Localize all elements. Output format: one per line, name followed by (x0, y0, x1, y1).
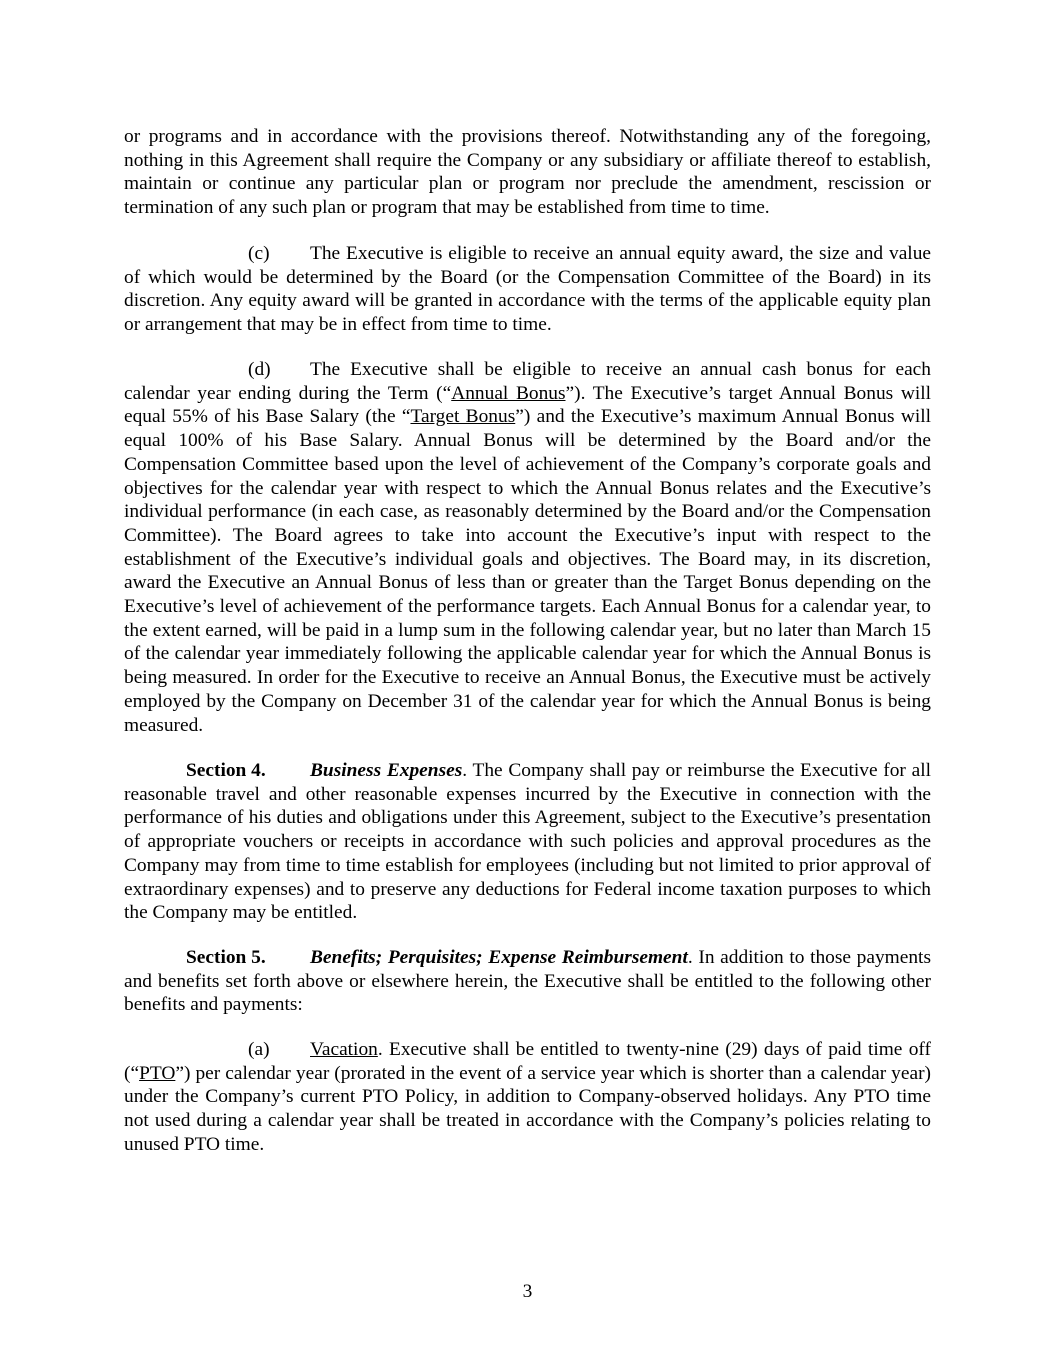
paragraph-text: The Executive shall be eligible to receive an annual cash bonus for each calendar year ending during the Term (“ (124, 359, 931, 404)
section-title: Benefits; Perquisites; Expense Reimbursement (310, 947, 688, 968)
section-label: Section 4. (186, 760, 266, 781)
section-text: In addition to those payments and benefits set forth above or elsewhere herein, the Executive shall be entitled to the following other benefits and payments: (124, 947, 931, 1016)
section-5 (124, 946, 931, 1017)
paragraph-heading-vacation: Vacation (310, 1039, 378, 1060)
paragraph-a (124, 1038, 931, 1157)
paragraph-text: ”). The Executive’s target Annual Bonus will equal 55% of his Base Salary (the “ (124, 382, 931, 428)
section-title: Business Expenses (310, 760, 463, 781)
paragraph-continuation (124, 125, 931, 220)
paragraph-d (124, 358, 931, 737)
section-4 (124, 759, 931, 925)
paragraph-text: ”) per calendar year (prorated in the event of a service year which is shorter than a calendar year) under the Company’s current PTO Policy, in addition to Company-observed holidays. Any PTO time not used during a calendar year shall be treated in accordance with the Company’s policies relating to unused PTO time. (124, 1062, 931, 1155)
section-label: Section 5. (186, 947, 266, 968)
paragraph-text: The Executive is eligible to receive an annual equity award, the size and value of which would be determined by the Board (or the Compensation Committee of the Board) in its discretion. Any equity award will be granted in accordance with the terms of the applicable equity plan or arrangement that may be in effect from time to time. (124, 243, 931, 336)
defined-term-annual-bonus: Annual Bonus (451, 382, 566, 404)
section-title-punct: . (462, 760, 468, 781)
section-title-punct: . (687, 947, 693, 968)
paragraph-text: . Executive shall be entitled to twenty-nine (29) days of paid time off (“ (124, 1039, 931, 1084)
paragraph-label: (a) (248, 1039, 270, 1060)
paragraph-text: or programs and in accordance with the provisions thereof. Notwithstanding any of the foregoing, nothing in this Agreement shall require the Company or any subsidiary or affiliate thereof to establish, maintain or continue any particular plan or program nor preclude the amendment, rescission or termination of any such plan or program that may be established from time to time. (124, 126, 931, 219)
paragraph-c (124, 242, 931, 337)
section-text: The Company shall pay or reimburse the Executive for all reasonable travel and other reasonable expenses incurred by the Executive in connection with the performance of his duties and obligations under this Agreement, subject to the Executive’s presentation of appropriate vouchers or receipts in accordance with such policies and approval procedures as the Company may from time to time establish for employees (including but not limited to prior approval of extraordinary expenses) and to preserve any deductions for Federal income taxation purposes to which the Company may be entitled. (124, 760, 931, 924)
paragraph-text: ”) and the Executive’s maximum Annual Bonus will equal 100% of his Base Salary. Annual Bonus will be determined by the Board and/or the Compensation Committee based upon the level of achievement of the Company’s corporate goals and objectives for the calendar year with respect to which the Annual Bonus relates and the Executive’s individual performance (in each case, as reasonably determined by the Board and/or the Compensation Committee). The Board agrees to take into account the Executive’s input with respect to the establishment of the Executive’s individual goals and objectives. The Board may, in its discretion, award the Executive an Annual Bonus of less than or greater than the Target Bonus depending on the Executive’s level of achievement of the performance targets. Each Annual Bonus for a calendar year, to the extent earned, will be paid in a lump sum in the following calendar year, but no later than March 15 of the calendar year immediately following the applicable calendar year for which the Annual Bonus is being measured. In order for the Executive to receive an Annual Bonus, the Executive must be actively employed by the Company on December 31 of the calendar year for which the Annual Bonus is being measured. (124, 406, 931, 736)
defined-term-target-bonus: Target Bonus (410, 406, 516, 428)
page-number: 3 (522, 1281, 533, 1302)
defined-term-pto: PTO (139, 1062, 176, 1084)
paragraph-label: (c) (248, 243, 270, 264)
paragraph-label: (d) (248, 359, 271, 380)
